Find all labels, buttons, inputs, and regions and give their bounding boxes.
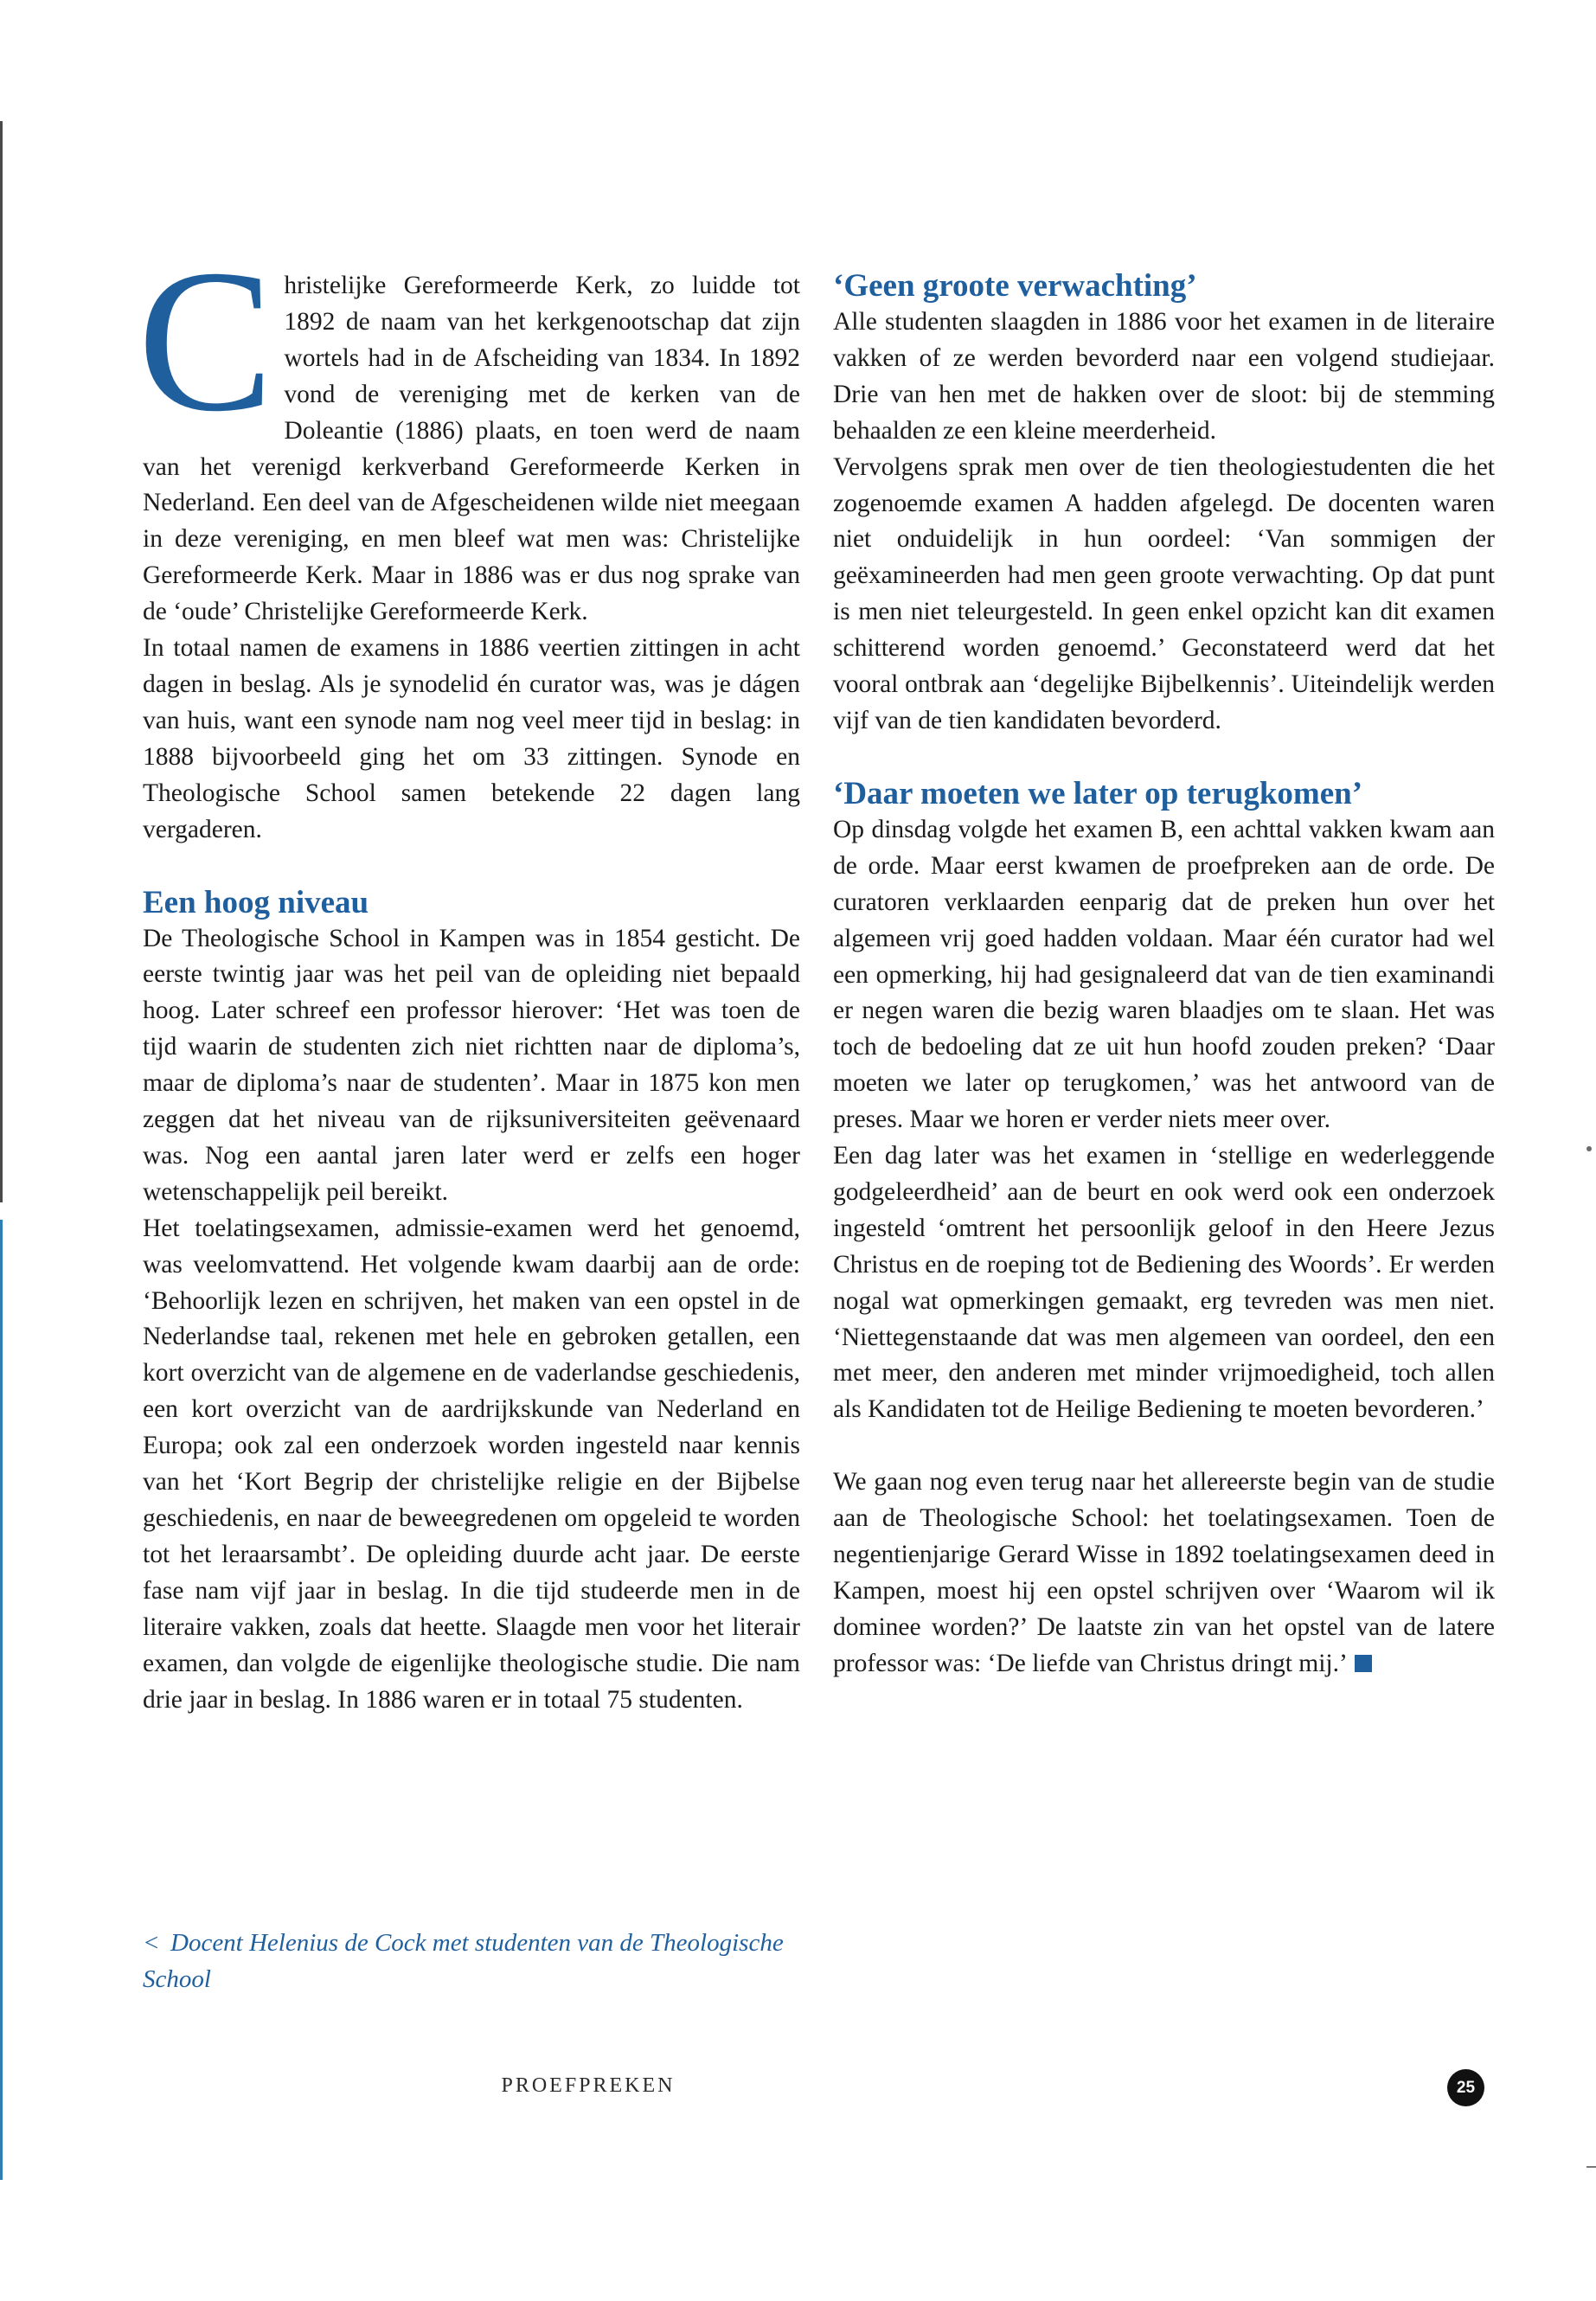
closing-text: We gaan nog even terug naar het allereerste begin van de studie aan de Theologische School: het toelatingsexamen. Toen de negentienjarige Gerard Wisse in 1892 toelatingsexamen deed in Kampen, moest hij een opstel schrijven over ‘Waarom wil ik dominee worden?’ De laatste zin van het opstel van de latere professor was: ‘De liefde van Christus dringt mij.’ bbox=[833, 1468, 1495, 1677]
right-crop-tick bbox=[1586, 2166, 1596, 2168]
heading-geen-groote-verwachting: ‘Geen groote verwachting’ bbox=[833, 268, 1197, 304]
paragraph-examen-b: Op dinsdag volgde het examen B, een achttal vakken kwam aan de orde. Maar eerst kwamen de proefpreken aan de orde. De curatoren verklaarden eenparig dat de preken hun over het algemeen vrij goed hadden voldaan. Maar één curator had wel een opmerking, hij had gesignaleerd dat van de tien examinandi er negen waren die bezig waren blaadjes om te slaan. Het was toch de bedoeling dat ze uit hun hoofd zouden preken? ‘Daar moeten we later op terugkomen,’ was het antwoord van de preses. Maar we horen er verder niets meer over. bbox=[833, 815, 1495, 1134]
end-of-article-square-icon bbox=[1355, 1655, 1372, 1672]
drop-cap: C bbox=[138, 228, 274, 454]
running-footer: PROEFPREKEN bbox=[501, 2074, 676, 2097]
right-margin-mark bbox=[1586, 1146, 1592, 1151]
right-column bbox=[833, 268, 1495, 1682]
heading-daar-moeten-we: ‘Daar moeten we later op terugkomen’ bbox=[833, 775, 1363, 811]
paragraph-gerard-wisse bbox=[833, 1465, 1495, 1682]
paragraph-theologische-school: De Theologische School in Kampen was in 1854 gesticht. De eerste twintig jaar was het peil van de opleiding niet bepaald hoog. Later schreef een professor hierover: ‘Het was toen de tijd waarin de studenten zich niet richtten naar de diploma’s, maar de diploma’s naar de studenten’. Maar in 1875 kon men zeggen dat het niveau van de rijksuniversiteiten geëvenaard was. Nog een aantal jaren later werd er zelfs een hoger wetenschappelijk peil bereikt. bbox=[143, 924, 800, 1206]
left-page-edge-blue bbox=[0, 1220, 3, 2180]
photo-caption bbox=[143, 1925, 800, 1997]
heading-een-hoog-niveau: Een hoog niveau bbox=[143, 884, 369, 920]
page-number-badge: 25 bbox=[1447, 2069, 1484, 2106]
left-column bbox=[138, 228, 800, 1718]
paragraph-examen-a: Vervolgens sprak men over de tien theologiestudenten die het zogenoemde examen A hadden afgelegd. De docenten waren niet onduidelijk in hun oordeel: ‘Van sommigen der geëxamineerden had men geen groote verwachting. Op dat punt is men niet teleurgesteld. In geen enkel opzicht kan dit examen schitterend worden genoemd.’ Geconstateerd werd dat het vooral ontbrak aan ‘degelijke Bijbelkennis’. Uiteindelijk werden vijf van de tien kandidaten bevorderd. bbox=[833, 452, 1495, 734]
intro-paragraph bbox=[138, 228, 800, 631]
left-page-edge-dark bbox=[0, 121, 3, 1202]
caption-arrow-icon: < bbox=[143, 1929, 160, 1957]
paragraph-sessions: In totaal namen de examens in 1886 veertien zittingen in acht dagen in beslag. Als je synodelid én curator was, was je dágen van huis, want een synode nam nog veel meer tijd in beslag: in 1888 bijvoorbeeld ging het om 33 zittingen. Synode en Theologische School samen betekende 22 dagen lang vergaderen. bbox=[143, 634, 800, 843]
paragraph-toelatingsexamen: Het toelatingsexamen, admissie-examen werd het genoemd, was veelomvattend. Het volgende kwam daarbij aan de orde: ‘Behoorlijk lezen en schrijven, het maken van een opstel in de Nederlandse taal, rekenen met hele en gebroken getallen, een kort overzicht van de algemene en de vaderlandse geschiedenis, een kort overzicht van de aardrijkskunde van Nederland en Europa; ook zal een onderzoek worden ingesteld naar kennis van het ‘Kort Begrip der christelijke religie en der Bijbelse geschiedenis, en naar de beweegredenen om opgeleid te worden tot het leraarsambt’. De opleiding duurde acht jaar. De eerste fase nam vijf jaar in beslag. In die tijd studeerde men in de literaire vakken, zoals dat heette. Slaagde men voor het literair examen, dan volgde de eigenlijke theologische studie. Die nam drie jaar in beslag. In 1886 waren er in totaal 75 studenten. bbox=[143, 1214, 800, 1714]
intro-text: hristelijke Gereformeerde Kerk, zo luidde tot 1892 de naam van het kerkgenootschap dat zijn wortels had in de Afscheiding van 1834. In 1892 vond de vereniging met de kerken van de Doleantie (1886) plaats, en toen werd de naam van het verenigd kerkverband Gereformeerde Kerken in Nederland. Een deel van de Afgescheidenen wilde niet meegaan in deze vereniging, en men bleef wat men was: Christelijke Gereformeerde Kerk. Maar in 1886 was er dus nog sprake van de ‘oude’ Christelijke Gereformeerde Kerk. bbox=[143, 272, 800, 626]
paragraph-godgeleerdheid: Een dag later was het examen in ‘stellige en wederleggende godgeleerdheid’ aan de beurt en ook werd ook een onderzoek ingesteld ‘omtrent het persoonlijk geloof in den Heere Jezus Christus en de roeping tot de Bediening des Woords’. Er werden nogal wat opmerkingen gemaakt, erg tevreden was men niet. ‘Niettegenstaande dat was men algemeen van oordeel, den een met meer, den anderen met minder vrijmoedigheid, toch allen als Kandidaten tot de Heilige Bediening te moeten bevorderen.’ bbox=[833, 1142, 1495, 1424]
paragraph-literaire-vakken: Alle studenten slaagden in 1886 voor het examen in de literaire vakken of ze werden bevorderd naar een volgend studiejaar. Drie van hen met de hakken over de sloot: bij de stemming behaalden ze een kleine meerderheid. bbox=[833, 308, 1495, 445]
caption-text: Docent Helenius de Cock met studenten van de Theologische School bbox=[143, 1929, 784, 1993]
